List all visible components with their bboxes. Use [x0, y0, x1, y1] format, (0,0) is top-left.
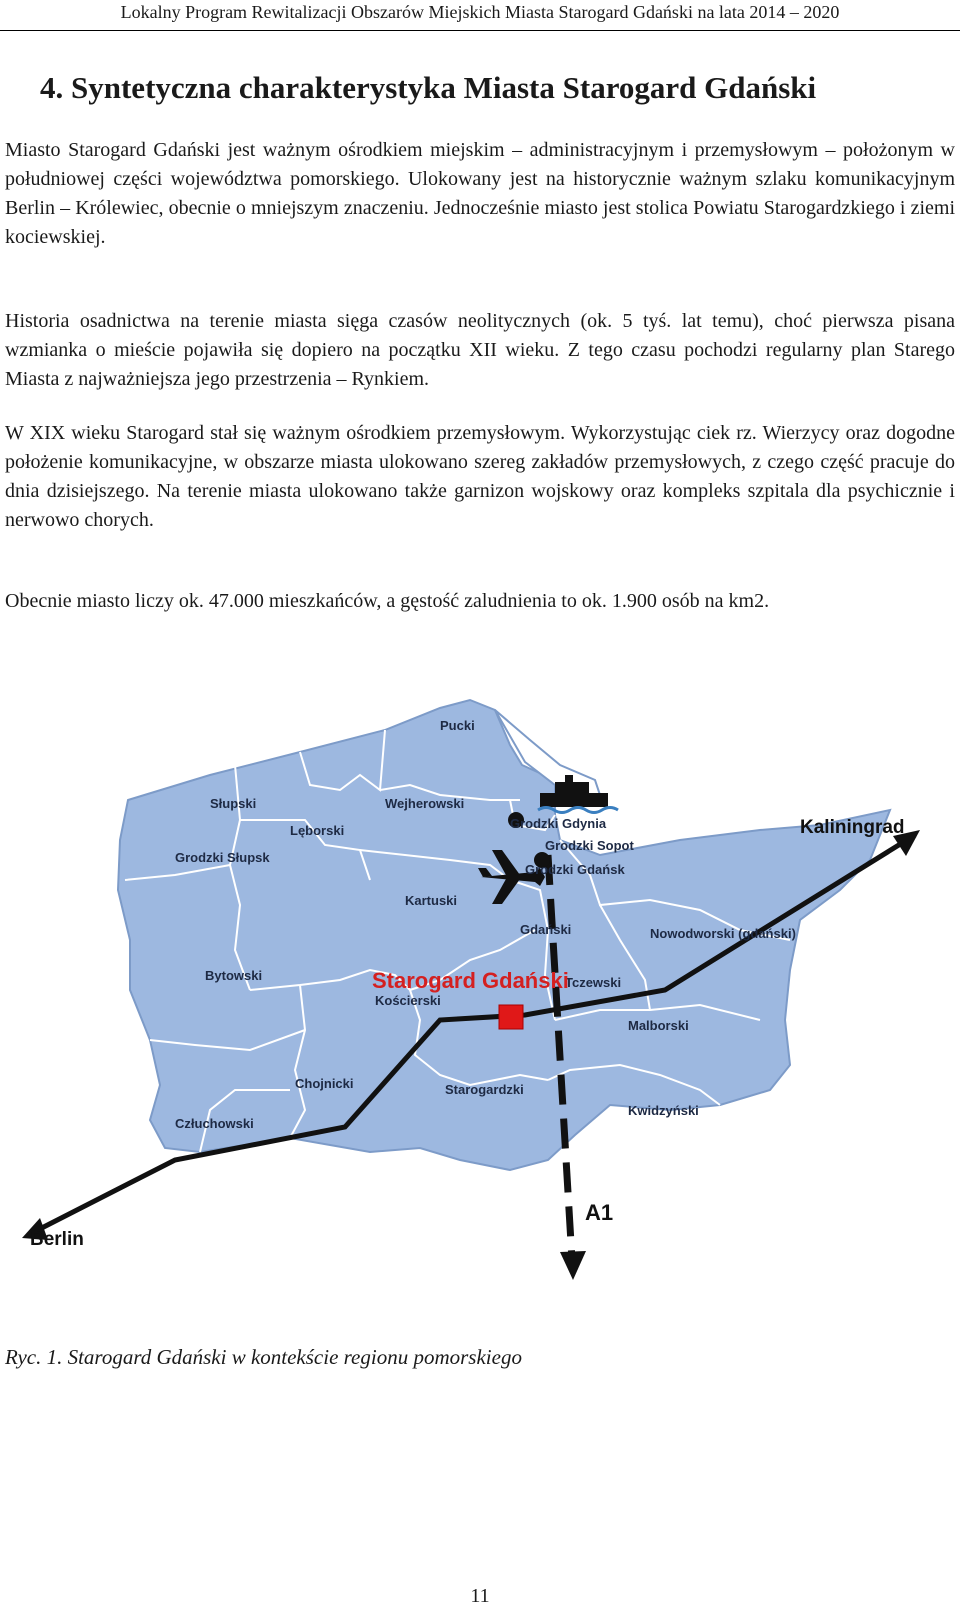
label-grodzki-gdansk: Grodzki Gdańsk	[525, 862, 625, 877]
page-number: 11	[470, 1585, 490, 1607]
label-wejherowski: Wejherowski	[385, 796, 465, 811]
label-nowodworski: Nowodworski (gdański)	[650, 926, 796, 941]
label-leborski: Lęborski	[290, 823, 345, 838]
label-bytowski: Bytowski	[205, 968, 263, 983]
label-berlin: Berlin	[30, 1229, 84, 1250]
running-header: Lokalny Program Rewitalizacji Obszarów Miejskich Miasta Starogard Gdański na lata 2014 – 2020	[0, 0, 960, 31]
label-gdanski: Gdański	[520, 922, 572, 937]
region-map	[0, 690, 960, 1330]
section-heading: 4. Syntetyczna charakterystyka Miasta Starogard Gdański	[40, 70, 817, 105]
figure-caption: Ryc. 1. Starogard Gdański w kontekście regionu pomorskiego	[5, 1345, 522, 1369]
paragraph-intro: Miasto Starogard Gdański jest ważnym ośrodkiem miejskim – administracyjnym i przemysłowym – położonym w południowej części województwa pomorskiego. Ulokowany jest na historycznie ważnym szlaku komunikacyjnym Berlin – Królewiec, obecnie o mniejszym znaczeniu. Jednocześnie miasto jest stolica Powiatu Starogardzkiego i ziemi kociewskiej.	[5, 139, 955, 248]
label-kwidzynski: Kwidzyński	[628, 1103, 699, 1118]
starogard-marker	[499, 1005, 523, 1029]
label-grodzki-sopot: Grodzki Sopot	[545, 838, 634, 853]
label-malborski: Malborski	[628, 1018, 689, 1033]
label-starogard-gdanski: Starogard Gdański	[372, 968, 569, 993]
label-kaliningrad: Kaliningrad	[800, 817, 905, 838]
label-pucki: Pucki	[440, 718, 475, 733]
label-grodzki-gdynia: Grodzki Gdynia	[510, 816, 607, 831]
label-slupski: Słupski	[210, 796, 257, 811]
label-tczewski: Tczewski	[565, 975, 622, 990]
label-chojnicki: Chojnicki	[295, 1076, 354, 1091]
label-a1: A1	[585, 1200, 614, 1225]
label-grodzki-slupsk: Grodzki Słupsk	[175, 850, 270, 865]
label-kartuski: Kartuski	[405, 893, 458, 908]
paragraph-population: Obecnie miasto liczy ok. 47.000 mieszkańców, a gęstość zaludnienia to ok. 1.900 osób na km2.	[5, 590, 770, 612]
paragraph-industry: W XIX wieku Starogard stał się ważnym ośrodkiem przemysłowym. Wykorzystując ciek rz. Wierzycy oraz dogodne położenie komunikacyjne, w obszarze miasta ulokowano szereg zakładów przemysłowych, z czego część pracuje do dnia dzisiejszego. Na terenie miasta ulokowano także garnizon wojskowy oraz kompleks szpitala dla psychicznie i nerwowo chorych.	[5, 422, 955, 531]
paragraph-history: Historia osadnictwa na terenie miasta sięga czasów neolitycznych (ok. 5 tyś. lat temu), choć pierwsza pisana wzmianka o mieście pojawiła się dopiero na początku XII wieku. Z tego czasu pochodzi regularny plan Starego Miasta z najważniejsza jego przestrzenia – Rynkiem.	[5, 310, 955, 390]
label-koscierski: Kościerski	[375, 993, 441, 1008]
label-starogardzki: Starogardzki	[445, 1082, 524, 1097]
arrow-head-a1	[560, 1251, 586, 1280]
label-czluchowski: Człuchowski	[175, 1116, 254, 1131]
